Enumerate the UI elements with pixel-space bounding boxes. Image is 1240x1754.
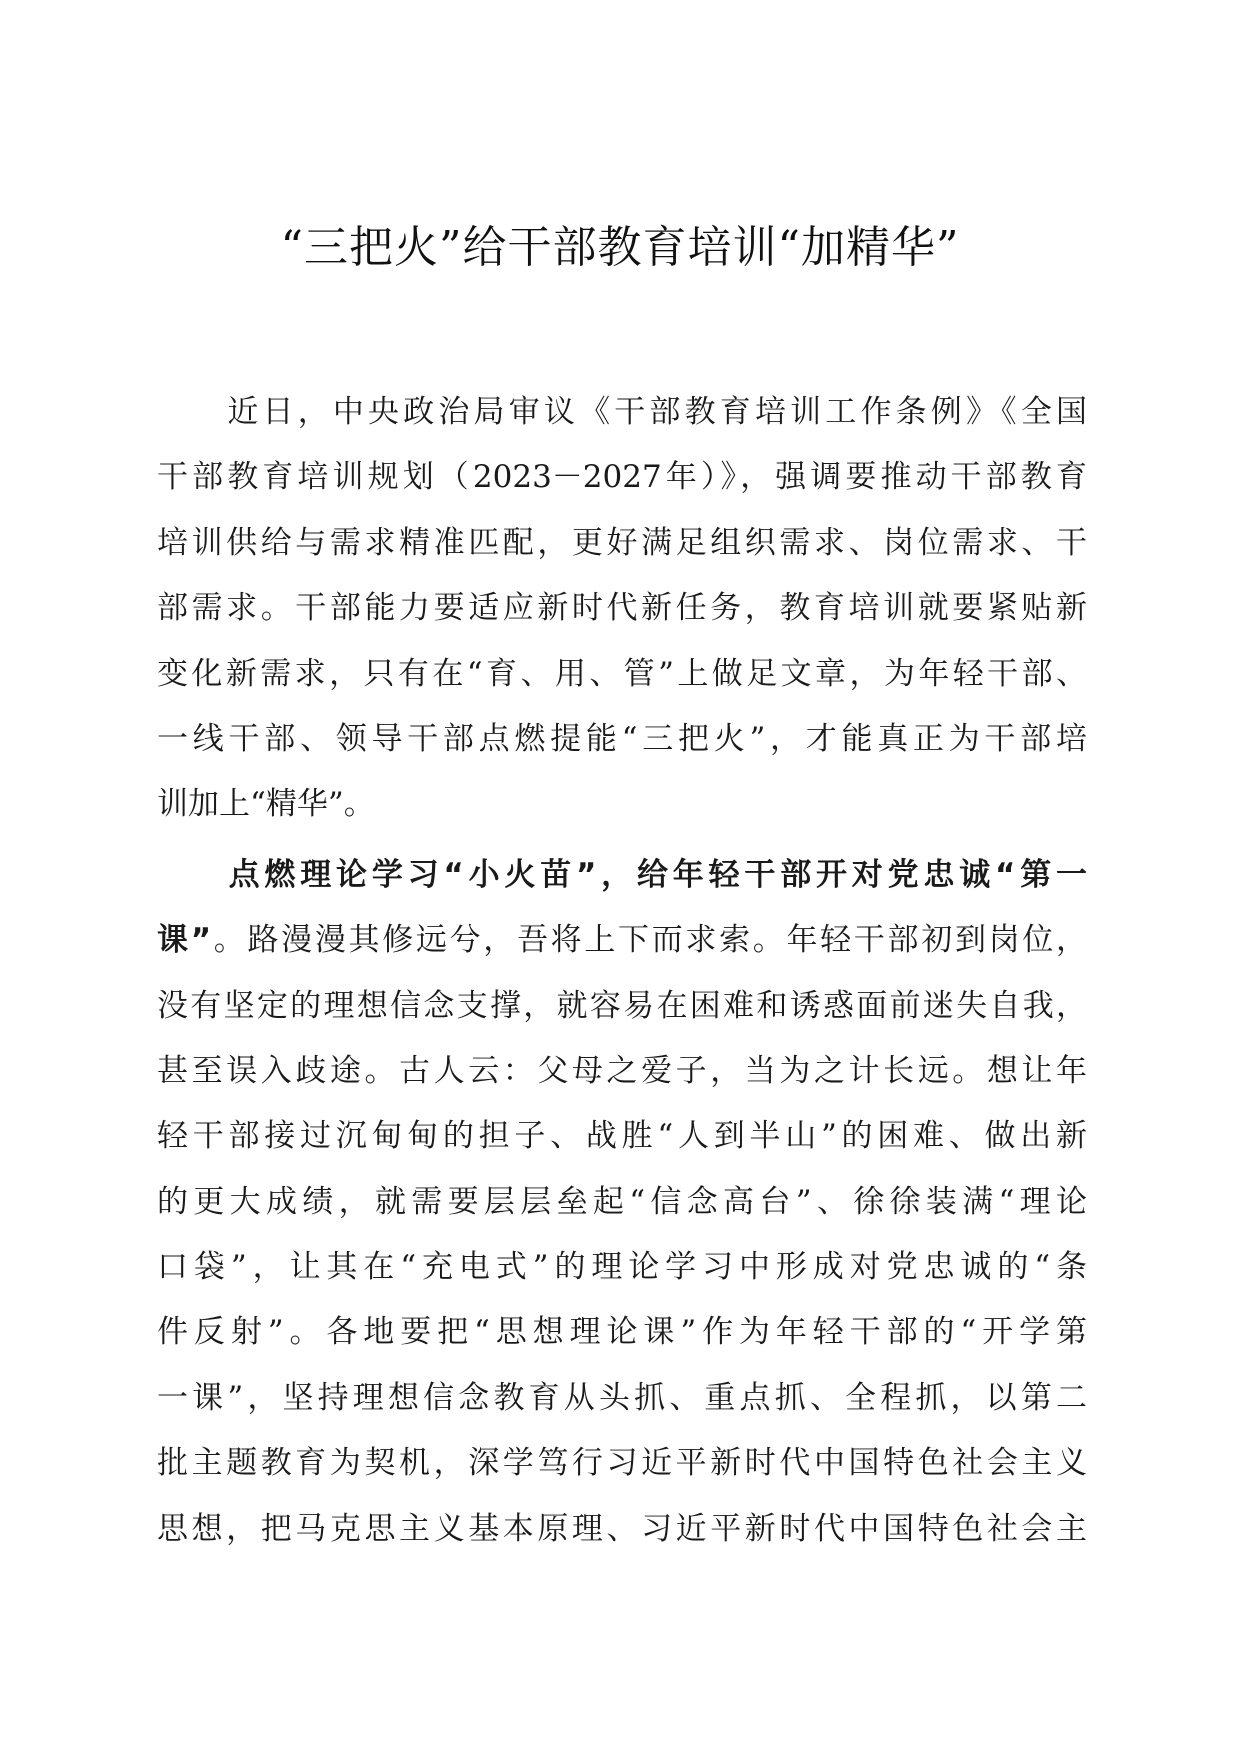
- text-line: 变化新需求，只有在“育、用、管”上做足文章，为年轻干部、: [157, 655, 1087, 692]
- document-body: [157, 380, 1087, 1562]
- section-heading-end: 课”: [157, 922, 212, 959]
- text-line: 轻干部接过沉甸甸的担子、战胜“人到半山”的困难、做出新: [157, 1118, 1087, 1155]
- paragraph-2: [157, 843, 1087, 1562]
- text-line: 批主题教育为契机，深学笃行习近平新时代中国特色社会主义: [157, 1445, 1087, 1482]
- text-line: 口袋”，让其在“充电式”的理论学习中形成对党忠诚的“条: [157, 1249, 1087, 1286]
- text-line: 培训供给与需求精准匹配，更好满足组织需求、岗位需求、干: [157, 524, 1087, 561]
- text-line: [157, 908, 1087, 973]
- text-line-rest: 。路漫漫其修远兮，吾将上下而求索。年轻干部初到岗位，: [211, 922, 1088, 959]
- text-line: 部需求。干部能力要适应新时代新任务，教育培训就要紧贴新: [157, 590, 1087, 627]
- text-line: 的更大成绩，就需要层层垒起“信念高台”、徐徐装满“理论: [157, 1183, 1087, 1220]
- text-line: 甚至误入歧途。古人云：父母之爱子，当为之计长远。想让年: [157, 1052, 1087, 1089]
- paragraph-1: [157, 380, 1087, 838]
- text-line: 件反射”。各地要把“思想理论课”作为年轻干部的“开学第: [157, 1314, 1087, 1351]
- text-line: 干部教育培训规划（2023－2027年）》，强调要推动干部教育: [157, 459, 1087, 496]
- text-line: 一课”，坚持理想信念教育从头抓、重点抓、全程抓，以第二: [157, 1379, 1087, 1416]
- document-title: “三把火”给干部教育培训“加精华”: [280, 222, 960, 273]
- text-line: 近日，中央政治局审议《干部教育培训工作条例》《全国: [157, 394, 1087, 430]
- text-line: 一线干部、领导干部点燃提能“三把火”，才能真正为干部培: [157, 720, 1087, 757]
- text-line: 没有坚定的理想信念支撑，就容易在困难和诱惑面前迷失自我，: [157, 987, 1087, 1024]
- text-line: 思想，把马克思主义基本原理、习近平新时代中国特色社会主: [157, 1510, 1087, 1547]
- text-line: 训加上“精华”。: [157, 786, 375, 823]
- section-heading-line: 点燃理论学习“小火苗”，给年轻干部开对党忠诚“第一: [157, 856, 1087, 893]
